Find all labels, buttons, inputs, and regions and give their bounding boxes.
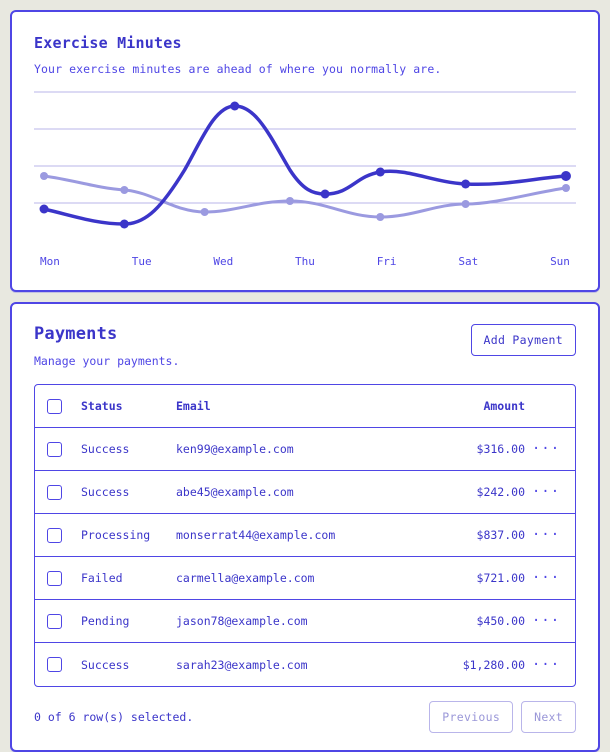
series-thisweek-points	[40, 102, 571, 229]
row-checkbox[interactable]	[47, 614, 62, 629]
table-row[interactable]	[35, 557, 575, 600]
row-checkbox[interactable]	[47, 528, 62, 543]
x-label-tue: Tue	[131, 255, 152, 268]
table-row[interactable]	[35, 514, 575, 557]
cell-amount: $1,280.00	[462, 657, 525, 672]
cell-status: Success	[81, 442, 130, 456]
selection-status: 0 of 6 row(s) selected.	[34, 710, 194, 724]
column-header-amount[interactable]: Amount	[483, 399, 525, 413]
chart-subtitle: Your exercise minutes are ahead of where you normally are.	[34, 62, 442, 76]
cell-email: monserrat44@example.com	[176, 528, 336, 542]
cell-amount: $242.00	[476, 485, 525, 499]
row-select-cell[interactable]	[47, 657, 81, 672]
row-checkbox[interactable]	[47, 442, 62, 457]
series-average-points	[40, 172, 570, 221]
row-checkbox[interactable]	[47, 657, 62, 672]
cell-amount: $837.00	[476, 528, 525, 542]
x-label-thu: Thu	[295, 255, 315, 268]
cell-email: jason78@example.com	[176, 614, 308, 628]
payments-table	[34, 384, 576, 687]
x-label-sat: Sat	[458, 255, 479, 268]
payments-header	[34, 324, 576, 368]
cell-status: Processing	[81, 528, 151, 542]
series-average-line	[44, 176, 566, 217]
row-actions-icon[interactable]: ···	[531, 656, 561, 673]
column-header-status[interactable]: Status	[81, 399, 123, 413]
table-row[interactable]	[35, 471, 575, 514]
cell-status: Success	[81, 485, 130, 499]
row-actions-icon[interactable]: ···	[531, 570, 561, 586]
payments-subtitle: Manage your payments.	[34, 354, 180, 368]
table-row[interactable]	[35, 428, 575, 471]
row-select-cell[interactable]	[47, 485, 81, 500]
exercise-line-chart	[34, 84, 576, 249]
x-label-mon: Mon	[40, 255, 60, 268]
row-checkbox[interactable]	[47, 571, 62, 586]
cell-email: abe45@example.com	[176, 485, 294, 499]
series-thisweek-line	[44, 106, 566, 224]
cell-email: carmella@example.com	[176, 571, 315, 585]
row-actions-icon[interactable]: ···	[531, 484, 561, 500]
cell-amount: $316.00	[476, 442, 525, 456]
exercise-minutes-card	[10, 10, 600, 292]
chart-svg	[34, 84, 576, 249]
x-label-sun: Sun	[550, 255, 570, 268]
cell-status: Success	[81, 657, 130, 672]
page-title: Payments	[34, 324, 118, 344]
cell-amount: $450.00	[476, 614, 525, 628]
row-select-cell[interactable]	[47, 528, 81, 543]
row-actions-icon[interactable]: ···	[531, 613, 561, 629]
row-actions-icon[interactable]: ···	[531, 441, 561, 457]
select-all-checkbox[interactable]	[47, 399, 62, 414]
x-label-wed: Wed	[213, 255, 234, 268]
table-footer	[34, 701, 576, 733]
column-header-email[interactable]: Email	[176, 399, 211, 413]
next-page-button[interactable]: Next	[521, 701, 576, 733]
row-select-cell[interactable]	[47, 571, 81, 586]
row-select-cell[interactable]	[47, 614, 81, 629]
row-checkbox[interactable]	[47, 485, 62, 500]
previous-page-button[interactable]: Previous	[429, 701, 513, 733]
pagination-controls	[429, 701, 576, 733]
select-all-cell[interactable]	[47, 399, 81, 414]
cell-status: Pending	[81, 614, 130, 628]
table-header-row	[35, 385, 575, 428]
cell-email: sarah23@example.com	[176, 657, 308, 672]
row-select-cell[interactable]	[47, 442, 81, 457]
x-label-fri: Fri	[376, 255, 397, 268]
row-actions-icon[interactable]: ···	[531, 527, 561, 543]
cell-amount: $721.00	[476, 571, 525, 585]
cell-email: ken99@example.com	[176, 442, 294, 456]
chart-x-axis-labels	[34, 255, 576, 268]
table-row[interactable]	[35, 600, 575, 643]
add-payment-button[interactable]: Add Payment	[471, 324, 576, 356]
chart-title: Exercise Minutes	[34, 34, 182, 52]
table-row[interactable]	[35, 643, 575, 686]
payments-card	[10, 302, 600, 752]
cell-status: Failed	[81, 571, 123, 585]
